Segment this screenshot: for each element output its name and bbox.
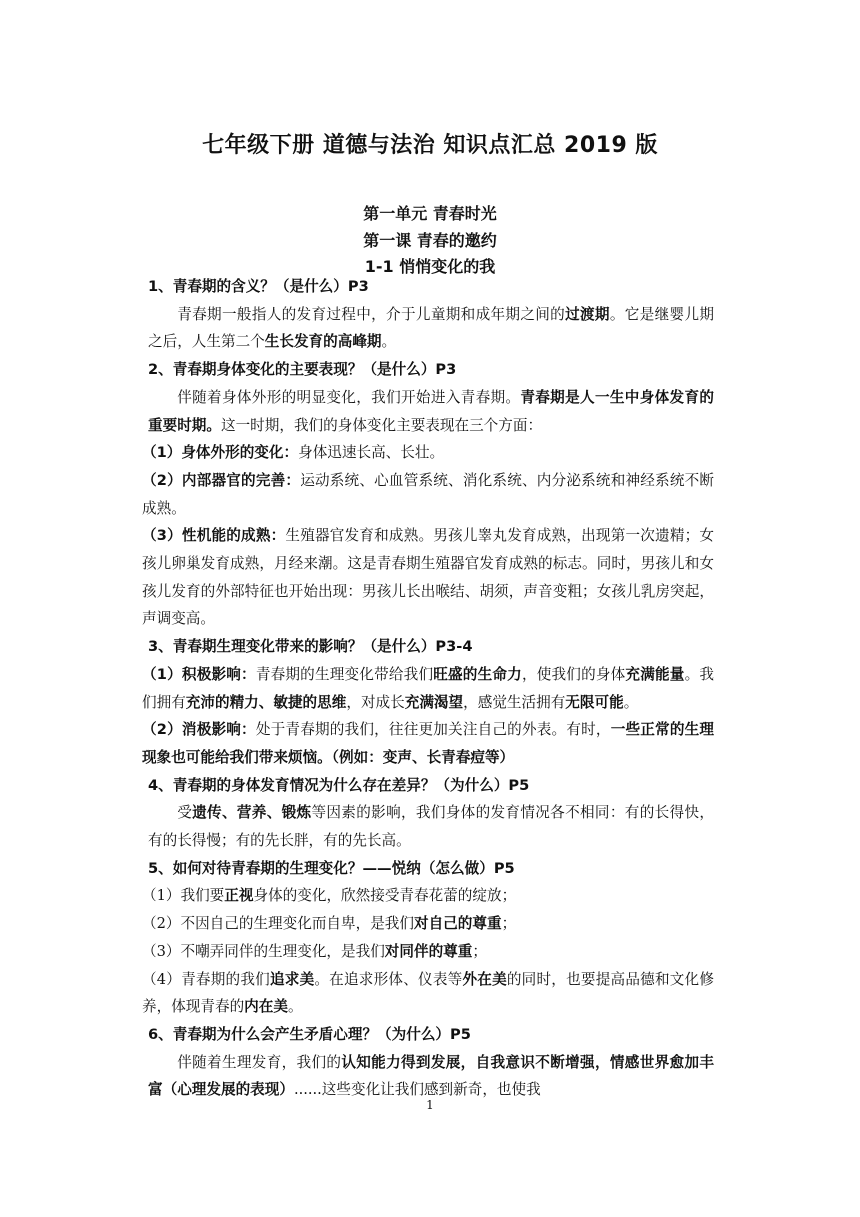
section-heading: 1-1 悄悄变化的我: [364, 257, 496, 276]
lesson-heading: 第一课 青春的邀约: [363, 231, 497, 250]
question-heading: 5、如何对待青春期的生理变化？——悦纳（怎么做）P5: [148, 859, 515, 877]
list-item: （4）青春期的我们追求美。在追求形体、仪表等外在美的同时，也要提高品德和文化修养，体现青春的内在美。: [142, 970, 714, 1016]
document-body: [142, 273, 714, 1104]
document-title: 七年级下册 道德与法治 知识点汇总 2019 版: [202, 133, 658, 158]
question-heading: 6、青春期为什么会产生矛盾心理？（为什么）P5: [148, 1025, 471, 1043]
list-item: （1）我们要正视身体的变化，欣然接受青春花蕾的绽放；: [142, 887, 517, 905]
list-item: （1）积极影响：青春期的生理变化带给我们旺盛的生命力，使我们的身体充满能量。我们拥有充沛的精力、敏捷的思维，对成长充满渴望，感觉生活拥有无限可能。: [142, 665, 714, 711]
list-item: （2）内部器官的完善：运动系统、心血管系统、消化系统、内分泌系统和神经系统不断成熟。: [142, 471, 714, 517]
list-item: （2）消极影响：处于青春期的我们，往往更加关注自己的外表。有时，一些正常的生理现象也可能给我们带来烦恼。（例如：变声、长青春痘等）: [142, 721, 714, 766]
question-heading: 4、青春期的身体发育情况为什么存在差异？（为什么）P5: [148, 776, 530, 794]
paragraph: 伴随着生理发育，我们的认知能力得到发展，自我意识不断增强，情感世界愈加丰富（心理发展的表现）......这些变化让我们感到新奇，也使我: [148, 1053, 714, 1099]
list-item: （2）不因自己的生理变化而自卑，是我们对自己的尊重；: [142, 915, 517, 933]
question-heading: 3、青春期生理变化带来的影响？（是什么）P3-4: [148, 638, 473, 656]
page-number: 1: [426, 1098, 434, 1112]
paragraph: 受遗传、营养、锻炼等因素的影响，我们身体的发育情况各不相同：有的长得快，有的长得慢；有的先长胖，有的先长高。: [148, 804, 714, 850]
question-heading: 1、青春期的含义？（是什么）P3: [148, 278, 369, 295]
list-item: （3）不嘲弄同伴的生理变化，是我们对同伴的尊重；: [142, 942, 487, 960]
question-heading: 2、青春期身体变化的主要表现？（是什么）P3: [148, 361, 457, 379]
paragraph: 青春期一般指人的发育过程中，介于儿童期和成年期之间的过渡期。它是继婴儿期之后，人生第二个生长发育的高峰期。: [148, 305, 714, 351]
unit-heading: 第一单元 青春时光: [363, 204, 497, 223]
list-item: （3）性机能的成熟：生殖器官发育和成熟。男孩儿睾丸发育成熟，出现第一次遗精；女孩儿卵巢发育成熟，月经来潮。这是青春期生殖器官发育成熟的标志。同时，男孩儿和女孩儿发育的外部特征也开始出现：男孩儿长出喉结、胡须，声音变粗；女孩儿乳房突起，声调变高。: [142, 527, 714, 628]
list-item: （1）身体外形的变化：身体迅速长高、长壮。: [142, 444, 445, 462]
paragraph: 伴随着身体外形的明显变化，我们开始进入青春期。青春期是人一生中身体发育的重要时期。这一时期，我们的身体变化主要表现在三个方面：: [148, 388, 714, 434]
